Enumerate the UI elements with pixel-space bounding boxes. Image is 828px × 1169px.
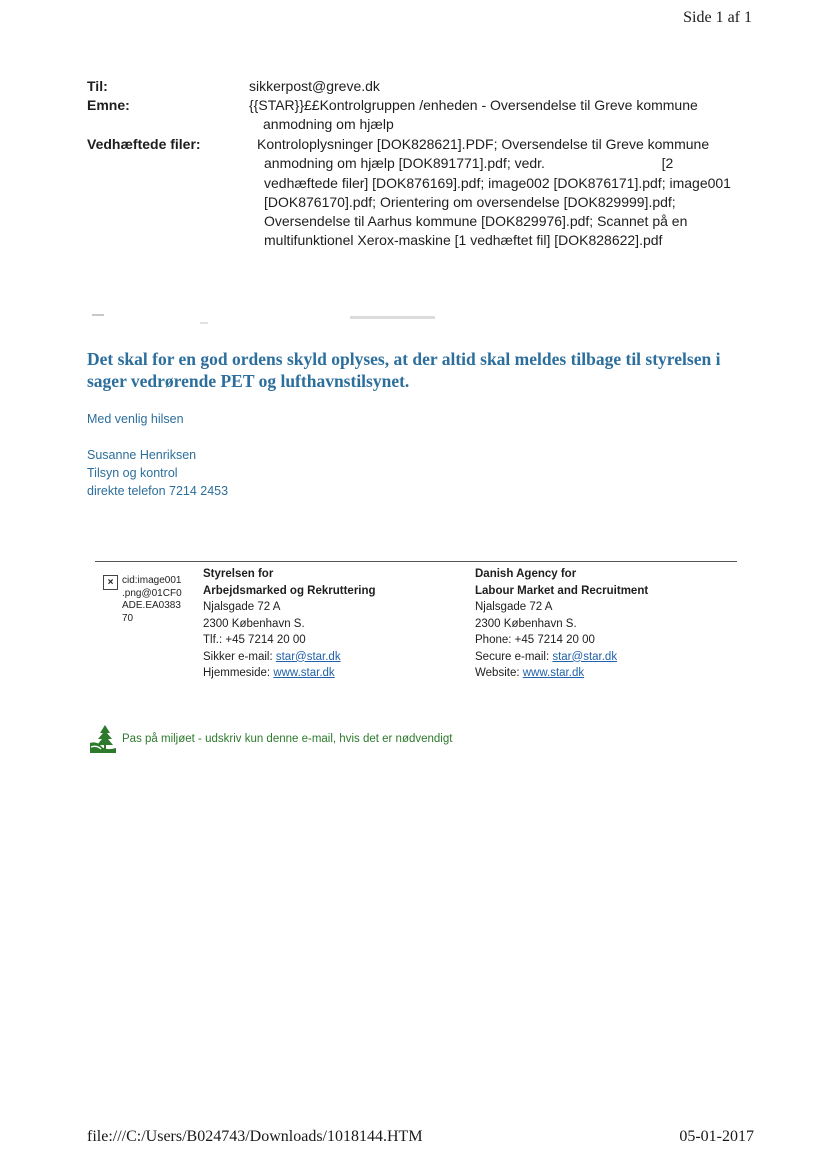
agency-danish-block xyxy=(203,566,376,682)
agency-danish-email-row xyxy=(203,649,376,666)
agency-english-email-row xyxy=(475,649,648,666)
greeting: Med venlig hilsen xyxy=(87,412,184,426)
agency-english-name-1: Danish Agency for xyxy=(475,568,577,580)
attachments-list: anmodning om hjælp [DOK891771].pdf; vedr. [2 vedhæftede filer] [DOK876169].pdf; image002 [DOK876171].pdf; image001 [DOK876170].pdf; Orientering om oversendelse [DOK829999].pdf; Oversendelse til Aarhus kommune [DOK829976].pdf; Scannet på en multifunktionel Xerox-maskine [1 vedhæftet fil] [DOK828622].pdf xyxy=(264,155,735,249)
agency-danish-website-link[interactable]: www.star.dk xyxy=(273,667,335,679)
agency-english-website-row xyxy=(475,665,648,682)
agency-english-street: Njalsgade 72 A xyxy=(475,601,553,613)
signature-separator xyxy=(95,561,737,562)
scan-artifact xyxy=(350,316,435,319)
scan-artifact xyxy=(92,314,104,316)
scan-artifact xyxy=(200,322,208,324)
attachments-label: Vedhæftede filer: xyxy=(87,136,201,152)
agency-danish-name-1: Styrelsen for xyxy=(203,568,274,580)
agency-danish-street: Njalsgade 72 A xyxy=(203,601,281,613)
agency-english-name-2: Labour Market and Recruitment xyxy=(475,584,649,597)
agency-danish-phone: Tlf.: +45 7214 20 00 xyxy=(203,634,306,646)
agency-english-website-label: Website: xyxy=(475,667,520,679)
signature-department: Tilsyn og kontrol xyxy=(87,466,178,480)
tree-icon xyxy=(89,724,117,754)
agency-danish-website-row xyxy=(203,665,376,682)
attachments-line1: Kontroloplysninger [DOK828621].PDF; Oversendelse til Greve kommune xyxy=(257,136,710,152)
agency-english-email-label: Secure e-mail: xyxy=(475,650,550,663)
agency-danish-email-label: Sikker e-mail: xyxy=(203,650,273,663)
file-path: file:///C:/Users/B024743/Downloads/1018144.HTM xyxy=(87,1128,423,1145)
to-label: Til: xyxy=(87,78,108,94)
agency-english-phone: Phone: +45 7214 20 00 xyxy=(475,634,595,646)
broken-image-icon: × xyxy=(103,575,118,590)
agency-english-email-link[interactable]: star@star.dk xyxy=(552,650,618,663)
agency-english-city: 2300 København S. xyxy=(475,617,577,630)
agency-danish-email-link[interactable]: star@star.dk xyxy=(275,650,341,663)
broken-image-alt-text: cid:image001 .png@01CF0 ADE.EA0383 70 xyxy=(122,575,182,624)
agency-danish-name-2: Arbejdsmarked og Rekruttering xyxy=(203,584,376,597)
agency-danish-city: 2300 København S. xyxy=(203,617,305,630)
print-date: 05-01-2017 xyxy=(679,1128,754,1145)
to-value: sikkerpost@greve.dk xyxy=(249,78,380,94)
agency-english-website-link[interactable]: www.star.dk xyxy=(522,667,585,679)
eco-note: Pas på miljøet - udskriv kun denne e-mail, hvis det er nødvendigt xyxy=(122,733,453,745)
agency-danish-website-label: Hjemmeside: xyxy=(203,667,271,679)
subject-label: Emne: xyxy=(87,97,130,113)
notice-text: Det skal for en god ordens skyld oplyses, at der altid skal meldes tilbage til styrelsen i sager vedrørende PET og lufthavnstilsynet. xyxy=(87,349,721,391)
page-number: Side 1 af 1 xyxy=(683,9,752,26)
subject-value: {{STAR}}££Kontrolgruppen /enheden - Oversendelse til Greve kommune anmodning om hjælp xyxy=(249,97,698,133)
signature-phone: direkte telefon 7214 2453 xyxy=(87,484,229,498)
signature-name: Susanne Henriksen xyxy=(87,448,197,462)
agency-english-block xyxy=(475,566,648,682)
